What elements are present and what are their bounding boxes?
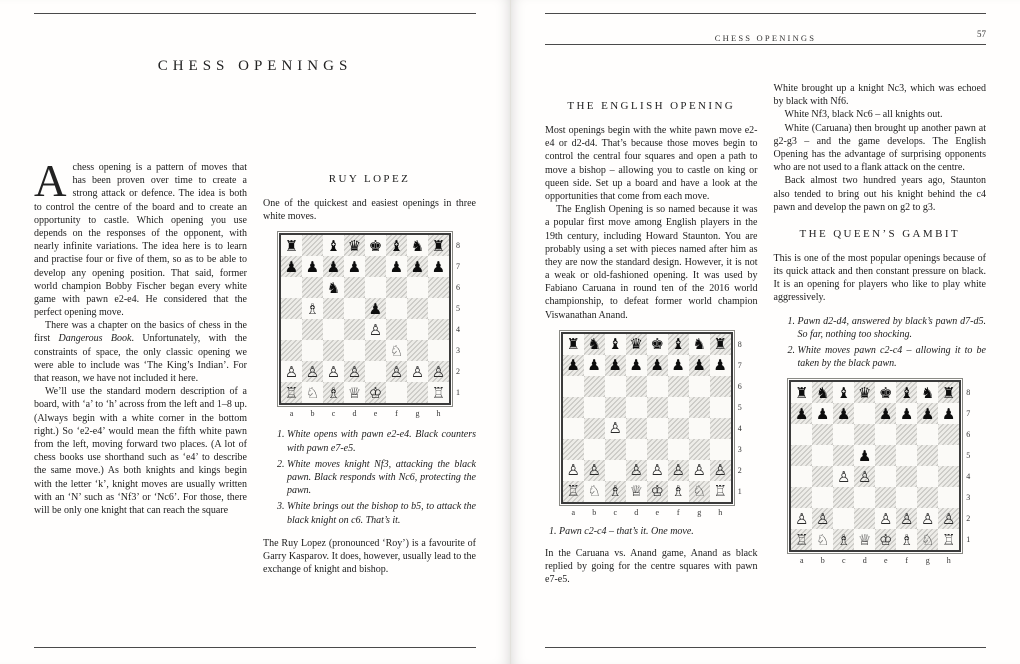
board-square xyxy=(281,319,302,340)
left-page-column-2 xyxy=(263,161,476,576)
chess-piece: ♞ xyxy=(326,278,341,297)
board-square xyxy=(344,340,365,361)
board-square xyxy=(875,487,896,508)
board-square xyxy=(563,418,584,439)
board-square xyxy=(386,319,407,340)
chess-piece: ♞ xyxy=(921,383,935,402)
chess-piece: ♖ xyxy=(942,530,956,549)
chess-piece: ♙ xyxy=(326,362,341,381)
board-square xyxy=(917,424,938,445)
chess-piece: ♙ xyxy=(284,362,299,381)
chess-piece: ♜ xyxy=(710,334,731,355)
paragraph: Most openings begin with the white pawn move e2-e4 or d2-d4. That’s because those moves begin to control the central four squares and open a path to move a bishop – allowing you to castle on king or queen side. Set up a board and have a look at the opportunities that come from each move. xyxy=(545,125,758,202)
board-square xyxy=(854,403,875,424)
board-square xyxy=(302,277,323,298)
board-square xyxy=(563,397,584,418)
chess-piece: ♘ xyxy=(816,530,830,549)
board-square xyxy=(854,487,875,508)
left-page-column-1 xyxy=(34,156,247,576)
drop-cap: A xyxy=(34,156,67,206)
paragraph: White brought up a knight Nc3, which was echoed by black with Nf6. xyxy=(773,83,986,108)
board-square xyxy=(875,445,896,466)
board-square xyxy=(323,298,344,319)
board-square xyxy=(365,277,386,298)
paragraph: The English Opening is so named because it was a popular first move among English players in the 19th century, including Howard Staunton. You are probably using a set with pieces named after him as they are now the standard design. However, it is not a weak or old-fashioned opening. It was used by Fabiano Caruana in round ten of the 2016 world championship, to defeat former world champion Viswanathan Anand. xyxy=(545,204,758,321)
chess-piece: ♟ xyxy=(858,446,872,465)
paragraph-text: chess opening is a pattern of moves that has been proven over time to create a strong attack or defence. The idea is both to control the centre of the board and to create an opportunity to castle. Which opening you use depends on the responses of the opponent, with nearly infinite variations. The idea here is to learn and practise four or five of them, so as to be able to develop any opening position. That said, former world champion Bobby Fischer began every white game with pawn e2-e4. He considered that the perfect opening move. xyxy=(34,162,247,319)
chess-piece: ♙ xyxy=(837,467,851,486)
chess-piece: ♖ xyxy=(713,482,727,501)
board-grid xyxy=(789,380,961,552)
board-square xyxy=(407,298,428,319)
chess-piece: ♙ xyxy=(812,508,833,529)
chess-piece: ♗ xyxy=(305,299,320,318)
board-square xyxy=(281,277,302,298)
chess-piece: ♚ xyxy=(368,236,383,255)
board-square xyxy=(407,382,428,403)
chess-piece: ♟ xyxy=(942,404,956,423)
left-page-columns xyxy=(34,156,476,576)
paragraph-text: . Unfortunately, with the constraints of space, the only classic opening we were able to include was ‘The King’s Indian’. For that reason, we have not included it here. xyxy=(34,333,247,384)
paragraph xyxy=(34,319,247,385)
board-square xyxy=(896,445,917,466)
chess-piece: ♖ xyxy=(431,383,446,402)
chess-piece: ♟ xyxy=(407,256,428,277)
board-square xyxy=(896,424,917,445)
page-number: 57 xyxy=(977,29,986,39)
top-rule xyxy=(34,13,476,14)
chess-piece: ♙ xyxy=(302,361,323,382)
chess-piece: ♕ xyxy=(347,383,362,402)
chess-piece: ♟ xyxy=(900,404,914,423)
board-square xyxy=(605,376,626,397)
board-square xyxy=(668,376,689,397)
board-square xyxy=(605,460,626,481)
chess-piece: ♟ xyxy=(689,355,710,376)
board-square xyxy=(323,340,344,361)
bottom-rule xyxy=(545,647,986,648)
chess-piece: ♖ xyxy=(563,481,584,502)
board-square xyxy=(812,445,833,466)
board-square xyxy=(563,376,584,397)
board-square xyxy=(668,418,689,439)
board-square xyxy=(386,382,407,403)
board-caption: 1. Pawn c2-c4 – that’s it. One move. xyxy=(549,525,694,537)
chess-piece: ♟ xyxy=(647,355,668,376)
chess-piece: ♛ xyxy=(344,235,365,256)
chess-piece: ♟ xyxy=(587,356,601,375)
board-square xyxy=(323,319,344,340)
board-square xyxy=(875,424,896,445)
board-square xyxy=(791,424,812,445)
board-square xyxy=(668,397,689,418)
board-square xyxy=(833,445,854,466)
chessboard-english-opening xyxy=(561,332,742,517)
chessboard-ruy-lopez xyxy=(279,233,460,418)
board-square xyxy=(710,439,731,460)
chess-piece: ♟ xyxy=(365,298,386,319)
board-square xyxy=(689,439,710,460)
move-list-queens-gambit xyxy=(774,315,987,371)
chess-piece: ♟ xyxy=(629,356,643,375)
board-square xyxy=(626,376,647,397)
chapter-title: CHESS OPENINGS xyxy=(157,58,353,74)
chess-piece: ♗ xyxy=(833,529,854,550)
board-square xyxy=(626,439,647,460)
board-square xyxy=(407,277,428,298)
chess-piece: ♙ xyxy=(854,466,875,487)
chess-piece: ♗ xyxy=(605,481,626,502)
chess-piece: ♜ xyxy=(795,383,809,402)
chess-piece: ♟ xyxy=(816,404,830,423)
board-square xyxy=(668,439,689,460)
chess-piece: ♟ xyxy=(305,257,320,276)
board-square xyxy=(386,277,407,298)
board-square xyxy=(938,424,959,445)
chess-piece: ♝ xyxy=(608,335,622,354)
chess-piece: ♘ xyxy=(917,529,938,550)
chess-piece: ♗ xyxy=(671,482,685,501)
board-square xyxy=(647,397,668,418)
right-page-column-2 xyxy=(774,82,987,587)
chessboard-queens-gambit xyxy=(789,380,970,565)
board-square xyxy=(812,487,833,508)
board-square xyxy=(812,466,833,487)
chess-piece: ♙ xyxy=(386,361,407,382)
chess-piece: ♜ xyxy=(428,235,449,256)
chess-piece: ♙ xyxy=(344,361,365,382)
board-square xyxy=(791,445,812,466)
board-square xyxy=(689,376,710,397)
board-square xyxy=(917,487,938,508)
board-square xyxy=(647,439,668,460)
file-labels: a b c d e f g h xyxy=(289,409,441,419)
section-heading-queens-gambit: THE QUEEN’S GAMBIT xyxy=(799,227,961,240)
board-square xyxy=(917,466,938,487)
chess-piece: ♟ xyxy=(563,355,584,376)
board-square xyxy=(626,397,647,418)
running-head-title: CHESS OPENINGS xyxy=(714,33,817,43)
chess-piece: ♞ xyxy=(812,382,833,403)
paragraph: The Ruy Lopez (pronounced ‘Roy’) is a favourite of Garry Kasparov. It does, however, usually lead to the exchange of knight and bishop. xyxy=(263,537,476,576)
chess-piece: ♟ xyxy=(389,257,404,276)
chess-piece: ♙ xyxy=(795,509,809,528)
chess-piece: ♞ xyxy=(692,335,706,354)
board-square xyxy=(407,340,428,361)
chess-piece: ♕ xyxy=(629,482,643,501)
paragraph: White (Caruana) then brought up another pawn at g2-g3 – and the game develops. The English Opening has the advantage of surprising opponents who are not used to a flank attack on the centre. xyxy=(773,122,986,174)
chess-piece: ♕ xyxy=(858,530,872,549)
chess-piece: ♝ xyxy=(326,236,341,255)
chess-piece: ♟ xyxy=(833,403,854,424)
board-square xyxy=(605,439,626,460)
chess-piece: ♘ xyxy=(689,481,710,502)
chess-piece: ♙ xyxy=(608,419,622,438)
board-square xyxy=(854,508,875,529)
board-square xyxy=(428,298,449,319)
board-square xyxy=(833,508,854,529)
chess-piece: ♙ xyxy=(566,461,580,480)
chess-piece: ♔ xyxy=(647,481,668,502)
board-square xyxy=(833,424,854,445)
board-grid xyxy=(561,332,733,504)
board-square xyxy=(365,340,386,361)
board-square xyxy=(647,418,668,439)
section-heading-english-opening: THE ENGLISH OPENING xyxy=(567,100,736,112)
board-square xyxy=(833,487,854,508)
chess-piece: ♙ xyxy=(896,508,917,529)
board-square xyxy=(689,418,710,439)
chess-piece: ♙ xyxy=(921,509,935,528)
board-square xyxy=(626,418,647,439)
file-labels: a b c d e f g h xyxy=(571,507,723,517)
board-square xyxy=(302,340,323,361)
board-square xyxy=(875,466,896,487)
chess-piece: ♙ xyxy=(692,461,706,480)
board-square xyxy=(917,445,938,466)
chess-piece: ♛ xyxy=(626,334,647,355)
chess-piece: ♙ xyxy=(879,509,893,528)
move-list-ruy-lopez xyxy=(263,428,476,526)
rank-labels: 8 7 6 5 4 3 2 1 xyxy=(456,241,460,398)
chess-piece: ♟ xyxy=(281,256,302,277)
bottom-rule xyxy=(34,647,476,648)
move-item: 3. White brings out the bishop to b5, to attack the black knight on c6. That’s it. xyxy=(287,500,476,526)
chess-piece: ♝ xyxy=(896,382,917,403)
board-square xyxy=(605,397,626,418)
board-square xyxy=(791,466,812,487)
chess-piece: ♙ xyxy=(626,460,647,481)
right-page-columns xyxy=(545,82,986,587)
board-square xyxy=(428,277,449,298)
board-grid xyxy=(279,233,451,405)
section-heading-ruy-lopez: RUY LOPEZ xyxy=(328,173,411,185)
board-square xyxy=(428,340,449,361)
chess-piece: ♚ xyxy=(650,335,664,354)
board-square xyxy=(428,319,449,340)
file-labels: a b c d e f g h xyxy=(799,556,951,566)
chess-piece: ♝ xyxy=(837,383,851,402)
board-square xyxy=(281,298,302,319)
chess-piece: ♘ xyxy=(389,341,404,360)
board-square xyxy=(689,397,710,418)
chess-piece: ♘ xyxy=(305,383,320,402)
board-square xyxy=(302,235,323,256)
chess-piece: ♟ xyxy=(791,403,812,424)
move-item: 2. White moves pawn c2-c4 – allowing it to be taken by the black pawn. xyxy=(798,344,987,370)
board-square xyxy=(365,256,386,277)
chess-piece: ♙ xyxy=(710,460,731,481)
move-item: 2. White moves knight Nf3, attacking the black pawn. Black responds with Nc6, protecting the pawn. xyxy=(287,458,476,498)
chess-piece: ♔ xyxy=(875,529,896,550)
board-square xyxy=(281,340,302,361)
board-square xyxy=(344,277,365,298)
board-square xyxy=(896,466,917,487)
chess-piece: ♙ xyxy=(668,460,689,481)
board-square xyxy=(344,319,365,340)
chess-piece: ♞ xyxy=(584,334,605,355)
right-page xyxy=(510,0,1020,664)
chess-piece: ♜ xyxy=(566,335,580,354)
chess-piece: ♝ xyxy=(668,334,689,355)
board-square xyxy=(365,361,386,382)
chess-piece: ♟ xyxy=(713,356,727,375)
paragraph: Back almost two hundred years ago, Staunton also tended to bring out his knight behind the c4 pawn and develop the pawn on g2 to g3. xyxy=(773,175,986,213)
board-square xyxy=(938,466,959,487)
board-square xyxy=(938,487,959,508)
board-square xyxy=(812,424,833,445)
chess-piece: ♙ xyxy=(938,508,959,529)
move-item: 1. Pawn d2-d4, answered by black’s pawn d7-d5. So far, nothing too shocking. xyxy=(798,315,987,341)
chess-piece: ♙ xyxy=(428,361,449,382)
board-square xyxy=(896,487,917,508)
board-square xyxy=(938,445,959,466)
paragraph: This is one of the most popular openings because of its quick attack and then constant pressure on black. It is an opening for players who like to play white aggressively. xyxy=(773,252,986,304)
rank-labels: 8 7 6 5 4 3 2 1 xyxy=(966,388,971,545)
book-title-italic: Dangerous Book xyxy=(58,333,132,345)
paragraph: In the Caruana vs. Anand game, Anand as black replied by going for the centre squares with pawn e7-e5. xyxy=(545,548,758,586)
chess-piece: ♛ xyxy=(854,382,875,403)
right-page-column-1 xyxy=(545,82,758,587)
board-square xyxy=(584,376,605,397)
paragraph: One of the quickest and easiest openings in three white moves. xyxy=(263,198,476,223)
paragraph: White Nf3, black Nc6 – all knights out. xyxy=(784,109,943,121)
top-rule xyxy=(545,13,986,14)
board-square xyxy=(647,376,668,397)
board-square xyxy=(791,487,812,508)
chess-piece: ♙ xyxy=(410,362,425,381)
chess-piece: ♘ xyxy=(587,482,601,501)
board-square xyxy=(710,418,731,439)
board-square xyxy=(584,397,605,418)
chess-piece: ♟ xyxy=(875,403,896,424)
chess-piece: ♟ xyxy=(671,356,685,375)
board-square xyxy=(584,439,605,460)
board-square xyxy=(710,376,731,397)
chess-piece: ♟ xyxy=(347,257,362,276)
paragraph: We’ll use the standard modern description of a board, with ‘a’ to ‘h’ across from the left and 1–8 up. (Always begin with a white corner in the bottom right.) So ‘e2-e4’ would mean the fifth white pawn from the left, moving forward two places. (A lot of chess books use shorthand such as ‘e4’ to describe the same move.) As both knights and kings begin with the letter ‘k’, knight moves are usually written with an ‘N’ such as ‘Nf3’ or ‘Nc6’. For those, there will be only one knight that can reach the square xyxy=(34,386,247,516)
board-square xyxy=(854,424,875,445)
board-square xyxy=(407,319,428,340)
board-square xyxy=(563,439,584,460)
chess-piece: ♗ xyxy=(323,382,344,403)
chess-piece: ♖ xyxy=(791,529,812,550)
board-square xyxy=(344,298,365,319)
chess-piece: ♟ xyxy=(917,403,938,424)
chess-piece: ♜ xyxy=(284,236,299,255)
chess-piece: ♟ xyxy=(323,256,344,277)
chess-piece: ♞ xyxy=(410,236,425,255)
chess-piece: ♙ xyxy=(584,460,605,481)
chess-piece: ♖ xyxy=(281,382,302,403)
board-square xyxy=(710,397,731,418)
paragraph-text: There was a chapter on the basics of chess in the first xyxy=(34,320,247,345)
chess-piece: ♙ xyxy=(650,461,664,480)
board-square xyxy=(386,298,407,319)
rank-labels: 8 7 6 5 4 3 2 1 xyxy=(737,339,742,496)
chess-piece: ♔ xyxy=(365,382,386,403)
chess-piece: ♟ xyxy=(431,257,446,276)
running-head xyxy=(545,28,986,45)
chess-piece: ♙ xyxy=(368,320,383,339)
chess-piece: ♗ xyxy=(900,530,914,549)
chess-piece: ♜ xyxy=(938,382,959,403)
move-item: 1. White opens with pawn e2-e4. Black counters with pawn e7-e5. xyxy=(287,428,476,454)
chess-piece: ♝ xyxy=(386,235,407,256)
board-square xyxy=(584,418,605,439)
chess-piece: ♟ xyxy=(605,355,626,376)
board-square xyxy=(302,319,323,340)
intro-paragraph xyxy=(34,156,247,319)
chess-piece: ♚ xyxy=(879,383,893,402)
